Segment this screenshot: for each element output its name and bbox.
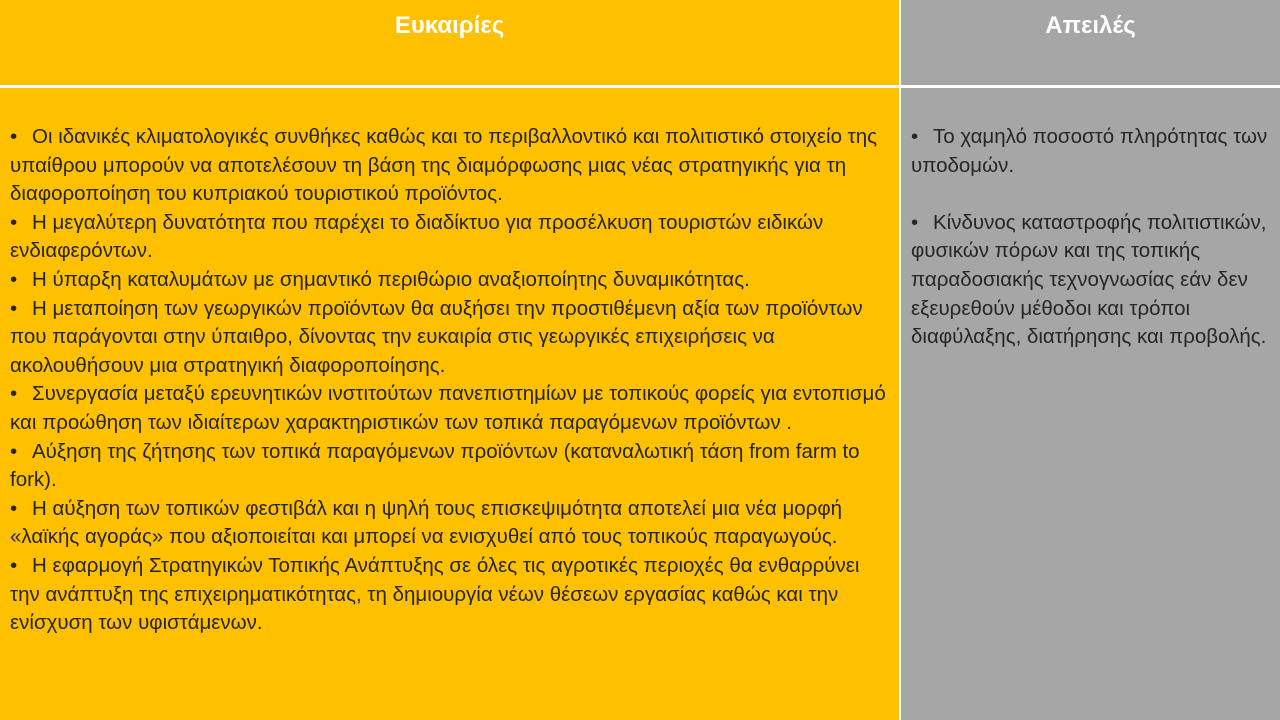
bullet-icon: • bbox=[10, 382, 18, 406]
bullet-icon: • bbox=[10, 125, 18, 148]
list-item: • Η μεγαλύτερη δυνατότητα που παρέχει το διαδίκτυο για προσέλκυση τουριστών ειδικών ενδιαφερόντων. bbox=[10, 210, 824, 263]
bullet-icon: • bbox=[10, 496, 18, 520]
bullet-icon: • bbox=[10, 210, 18, 234]
list-item: • Η μεταποίηση των γεωργικών προϊόντων θα αυξήσει την προστιθέμενη αξία των προϊόντων που παράγονται στην ύπαιθρο, δίνοντας την ευκαιρία στις γεωργικές επιχειρήσεις να ακολουθήσουν μια στρατηγική διαφοροποίησης. bbox=[10, 296, 863, 377]
list-item: • Κίνδυνος καταστροφής πολιτιστικών, φυσικών πόρων και της τοπικής παραδοσιακής τεχνογνωσίας εάν δεν εξευρεθούν μέθοδοι και τρόποι διαφύλαξης, διατήρησης και προβολής. bbox=[911, 210, 1267, 349]
list-item: • Αύξηση της ζήτησης των τοπικά παραγόμενων προϊόντων (καταναλωτική τάση from farm to fork). bbox=[10, 439, 860, 492]
bullet-icon: • bbox=[10, 296, 18, 320]
list-item: • Οι ιδανικές κλιματολογικές συνθήκες καθώς και το περιβαλλοντικό και πολιτιστικό στοιχείο της υπαίθρου μπορούν να αποτελέσουν τη βάση της διαμόρφωσης μιας νέας στρατηγικής για τη διαφοροποίηση του κυπριακού τουριστικού προϊόντος. bbox=[10, 125, 878, 206]
threats-header bbox=[901, 0, 1280, 85]
list-item: • Η εφαρμογή Στρατηγικών Τοπικής Ανάπτυξης σε όλες τις αγροτικές περιοχές θα ενθαρρύνει την ανάπτυξη της επιχειρηματικότητας, τη δημιουργία νέων θέσεων εργασίας καθώς και την ενίσχυση των υφιστάμενων. bbox=[10, 553, 860, 635]
opportunities-list bbox=[0, 88, 899, 720]
bullet-icon: • bbox=[911, 125, 919, 148]
bullet-icon: • bbox=[10, 553, 18, 577]
list-item: • Η αύξηση των τοπικών φεστιβάλ και η ψηλή τους επισκεψιμότητα αποτελεί μια νέα μορφή «λαϊκής αγοράς» που αξιοποιείται και μπορεί να ενισχυθεί από τους τοπικούς παραγωγούς. bbox=[10, 496, 843, 549]
bullet-icon: • bbox=[10, 267, 18, 291]
list-item: • Το χαμηλό ποσοστό πληρότητας των υποδομών. bbox=[911, 125, 1268, 177]
threats-list bbox=[901, 88, 1280, 720]
list-item: • Η ύπαρξη καταλυμάτων με σημαντικό περιθώριο αναξιοποίητης δυναμικότητας. bbox=[10, 266, 891, 295]
list-item: • Συνεργασία μεταξύ ερευνητικών ινστιτούτων πανεπιστημίων με τοπικούς φορείς για εντοπισμό και προώθηση των ιδιαίτερων χαρακτηριστικών των τοπικά παραγόμενων προϊόντων . bbox=[10, 382, 886, 434]
bullet-icon: • bbox=[10, 439, 18, 463]
spacer bbox=[911, 180, 1272, 209]
threats-title: Απειλές bbox=[1045, 12, 1136, 39]
bullet-icon: • bbox=[911, 210, 919, 234]
opportunities-title: Ευκαιρίες bbox=[394, 12, 505, 39]
opportunities-header bbox=[0, 0, 899, 85]
